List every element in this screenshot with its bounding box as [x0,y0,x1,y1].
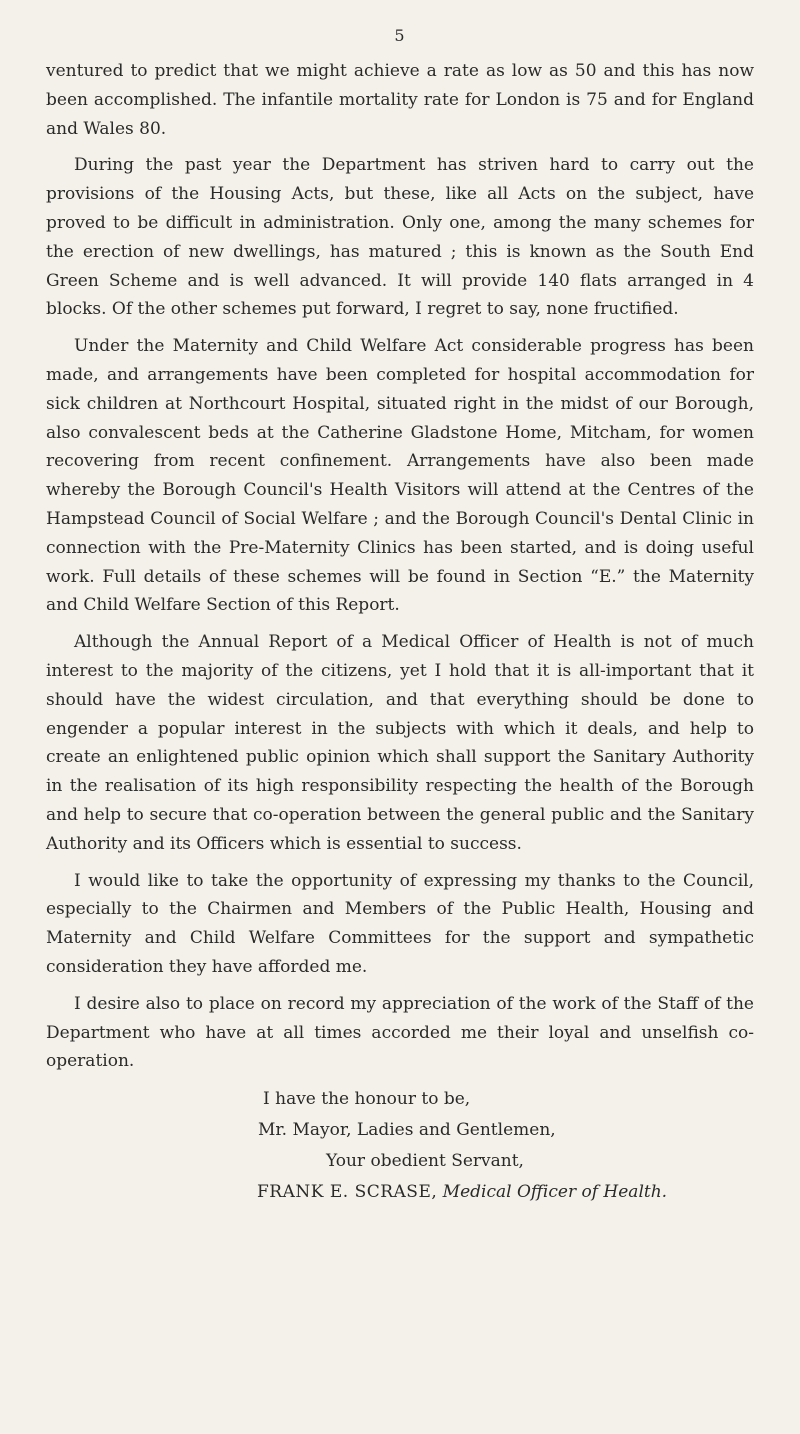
page-number: 5 [394,26,406,45]
signature-block [46,1177,754,1208]
paragraph-housing-acts: During the past year the Department has striven hard to carry out the provisions of the Housing Acts, but these, like all Acts on the subject, have proved to be difficult in administration. Only one, among the many schemes for the erection of new dwellings, has matured ; this is known as the South End Green Scheme and is well advanced. It will provide 140 flats arranged in 4 blocks. Of the other schemes put forward, I regret to say, none fructified. [46,155,754,320]
signatory-title: Medical Officer of Health. [442,1182,668,1203]
closing-servant-line: Your obedient Servant, [326,1151,524,1172]
signatory-name: FRANK E. SCRASE, [257,1182,438,1203]
paragraph-continuation: ventured to predict that we might achieve a rate as low as 50 and this has now been accomplished. The infantile mortality rate for London is 75 and for England and Wales 80. [46,61,754,139]
paragraph-thanks-staff: I desire also to place on record my appreciation of the work of the Staff of the Department who have at all times accorded me their loyal and unselfish co-operation. [46,993,754,1072]
closing-honour-line: I have the honour to be, [263,1089,471,1110]
paragraph-maternity-child-welfare: Under the Maternity and Child Welfare Act considerable progress has been made, and arrangements have been completed for hospital accommodation for sick children at Northcourt Hospital, situated right in the midst of our Borough, also convalescent beds at the Catherine Gladstone Home, Mitcham, for women recovering from recent confinement. Arrangements have also been made whereby the Borough Council's Health Visitors will attend at the Centres of the Hampstead Council of Social Welfare ; and the Borough Council's Dental Clinic in connection with the Pre-Maternity Clinics has been started, and is doing useful work. Full details of these schemes will be found in Section “E.” the Maternity and Child Welfare Section of this Report. [46,336,754,616]
letter-closing [46,1084,754,1208]
paragraph-annual-report: Although the Annual Report of a Medical Officer of Health is not of much interest to the majority of the citizens, yet I hold that it is all-important that it should have the widest circulation, and that everything should be done to engender a popular interest in the subjects with which it deals, and help to create an enlightened public opinion which shall support the Sanitary Authority in the realisation of its high responsibility respecting the health of the Borough and help to secure that co-operation between the general public and the Sanitary Authority and its Officers which is essential to success. [46,632,754,854]
closing-salutation-line: Mr. Mayor, Ladies and Gentlemen, [258,1120,556,1141]
paragraph-thanks-council: I would like to take the opportunity of expressing my thanks to the Council, especially to the Chairmen and Members of the Public Health, Housing and Maternity and Child Welfare Committees for the support and sympathetic consideration they have afforded me. [46,870,754,977]
